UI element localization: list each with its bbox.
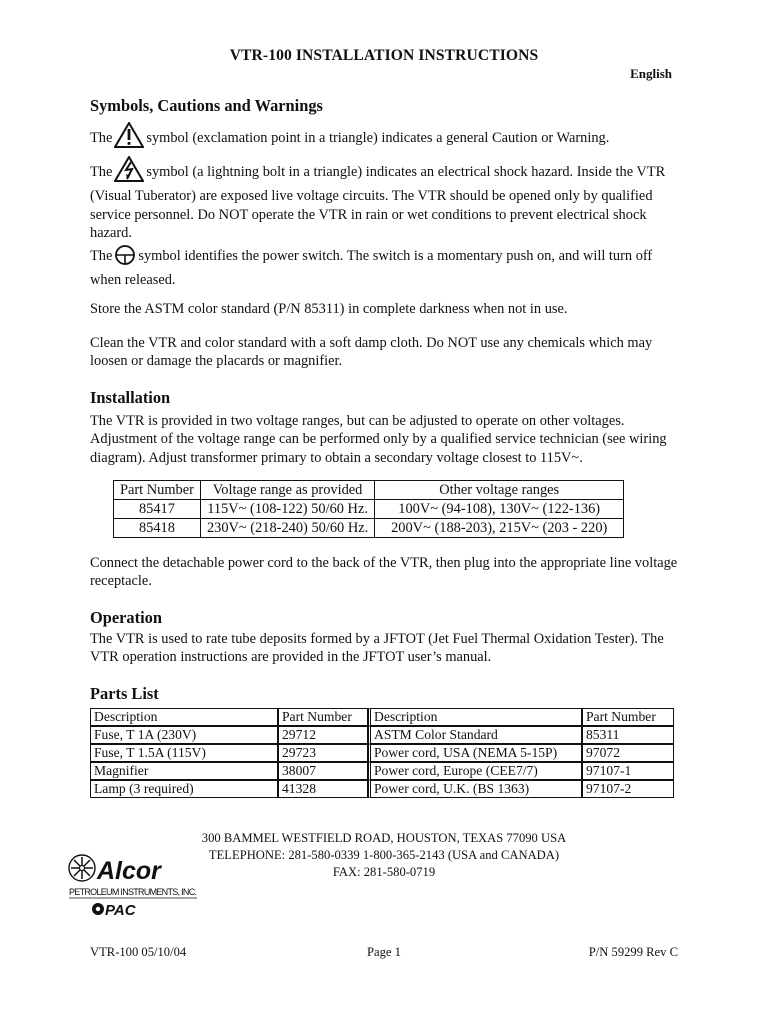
header-cell: Other voltage ranges bbox=[375, 481, 624, 500]
warning-triangle-icon bbox=[114, 122, 144, 153]
heading-installation: Installation bbox=[90, 388, 171, 407]
cleaning-paragraph: Clean the VTR and color standard with a soft damp cloth. Do NOT use any chemicals which may loosen or damage the placards or magnifier. bbox=[90, 335, 653, 370]
company-logo bbox=[68, 848, 203, 920]
heading-symbols: Symbols, Cautions and Warnings bbox=[90, 96, 323, 115]
table-row bbox=[114, 500, 624, 519]
table-cell: Fuse, T 1.5A (115V) bbox=[90, 744, 278, 762]
table-cell: Power cord, USA (NEMA 5-15P) bbox=[368, 744, 582, 762]
table-cell: Power cord, Europe (CEE7/7) bbox=[368, 762, 582, 780]
telephone-line: TELEPHONE: 281-580-0339 1-800-365-2143 (USA and CANADA) bbox=[208, 848, 560, 862]
caution-paragraph bbox=[90, 122, 680, 153]
logo-name: Alcor bbox=[97, 857, 161, 885]
header-cell: Description bbox=[90, 708, 278, 726]
table-cell: Magnifier bbox=[90, 762, 278, 780]
table-cell: Power cord, U.K. (BS 1363) bbox=[368, 780, 582, 798]
parts-table bbox=[90, 708, 674, 798]
table-cell: 100V~ (94-108), 130V~ (122-136) bbox=[375, 500, 624, 519]
installation-paragraph: The VTR is provided in two voltage ranges, but can be adjusted to operate on other voltages. Adjustment of the voltage range can be performed only by a qualified service technician (see wiring diagram). Adjust transformer primary to obtain a secondary voltage closest to 115V~. bbox=[90, 413, 667, 466]
header-cell: Voltage range as provided bbox=[200, 481, 374, 500]
caution-pre: The bbox=[90, 130, 113, 146]
table-cell: 29712 bbox=[278, 726, 368, 744]
table-cell: 85417 bbox=[114, 500, 201, 519]
table-cell: 41328 bbox=[278, 780, 368, 798]
power-cord-paragraph: Connect the detachable power cord to the back of the VTR, then plug into the appropriate line voltage receptacle. bbox=[90, 555, 678, 590]
table-row bbox=[90, 726, 674, 744]
table-row bbox=[90, 762, 674, 780]
footer-page-number: Page 1 bbox=[367, 945, 401, 959]
table-cell: Lamp (3 required) bbox=[90, 780, 278, 798]
storage-paragraph: Store the ASTM color standard (P/N 85311) in complete darkness when not in use. bbox=[90, 301, 568, 317]
table-cell: 29723 bbox=[278, 744, 368, 762]
header-cell: Part Number bbox=[278, 708, 368, 726]
header-cell: Part Number bbox=[114, 481, 201, 500]
power-switch-paragraph bbox=[90, 244, 680, 290]
shock-post: symbol (a lightning bolt in a triangle) indicates an electrical shock hazard. Inside the VTR (Visual Tuberator) are exposed live voltage circuits. The VTR should be opened only by qualified service personnel. Do NOT operate the VTR in rain or wet conditions to prevent electrical shock hazard. bbox=[90, 164, 666, 242]
footer-part-number: P/N 59299 Rev C bbox=[588, 945, 678, 959]
operation-paragraph: The VTR is used to rate tube deposits formed by a JFTOT (Jet Fuel Thermal Oxidation Tester). The VTR operation instructions are provided in the JFTOT user’s manual. bbox=[90, 631, 664, 666]
voltage-table-header bbox=[114, 481, 624, 500]
logo-brand: PAC bbox=[105, 902, 136, 919]
shock-pre: The bbox=[90, 164, 113, 180]
table-cell: 38007 bbox=[278, 762, 368, 780]
caution-post: symbol (exclamation point in a triangle) indicates a general Caution or Warning. bbox=[146, 130, 610, 146]
language-label: English bbox=[630, 66, 672, 81]
shock-paragraph bbox=[90, 156, 680, 243]
footer-document-id: VTR-100 05/10/04 bbox=[90, 945, 187, 959]
table-cell: Fuse, T 1A (230V) bbox=[90, 726, 278, 744]
header-cell: Part Number bbox=[582, 708, 674, 726]
table-cell: 230V~ (218-240) 50/60 Hz. bbox=[200, 519, 374, 538]
document-title: VTR-100 INSTALLATION INSTRUCTIONS bbox=[229, 47, 539, 64]
table-row bbox=[114, 519, 624, 538]
table-row bbox=[90, 780, 674, 798]
power-pre: The bbox=[90, 248, 113, 264]
table-cell: 200V~ (188-203), 215V~ (203 - 220) bbox=[375, 519, 624, 538]
header-cell: Description bbox=[368, 708, 582, 726]
table-cell: 85311 bbox=[582, 726, 674, 744]
voltage-table bbox=[113, 480, 624, 538]
table-row bbox=[90, 744, 674, 762]
table-cell: 97107-2 bbox=[582, 780, 674, 798]
heading-parts-list: Parts List bbox=[90, 684, 159, 703]
table-cell: 97072 bbox=[582, 744, 674, 762]
table-cell: 85418 bbox=[114, 519, 201, 538]
parts-table-header bbox=[90, 708, 674, 726]
power-switch-icon bbox=[114, 244, 136, 271]
lightning-triangle-icon bbox=[114, 156, 144, 187]
heading-operation: Operation bbox=[90, 608, 162, 627]
pac-mark-icon bbox=[92, 903, 104, 915]
starburst-icon bbox=[69, 855, 95, 881]
table-cell: ASTM Color Standard bbox=[368, 726, 582, 744]
power-post: symbol identifies the power switch. The switch is a momentary push on, and will turn off when released. bbox=[90, 248, 653, 289]
logo-subtitle: PETROLEUM INSTRUMENTS, INC. bbox=[69, 887, 197, 897]
table-cell: 97107-1 bbox=[582, 762, 674, 780]
address-line: 300 BAMMEL WESTFIELD ROAD, HOUSTON, TEXAS 77090 USA bbox=[201, 831, 567, 845]
fax-line: FAX: 281-580-0719 bbox=[332, 865, 436, 879]
table-cell: 115V~ (108-122) 50/60 Hz. bbox=[200, 500, 374, 519]
